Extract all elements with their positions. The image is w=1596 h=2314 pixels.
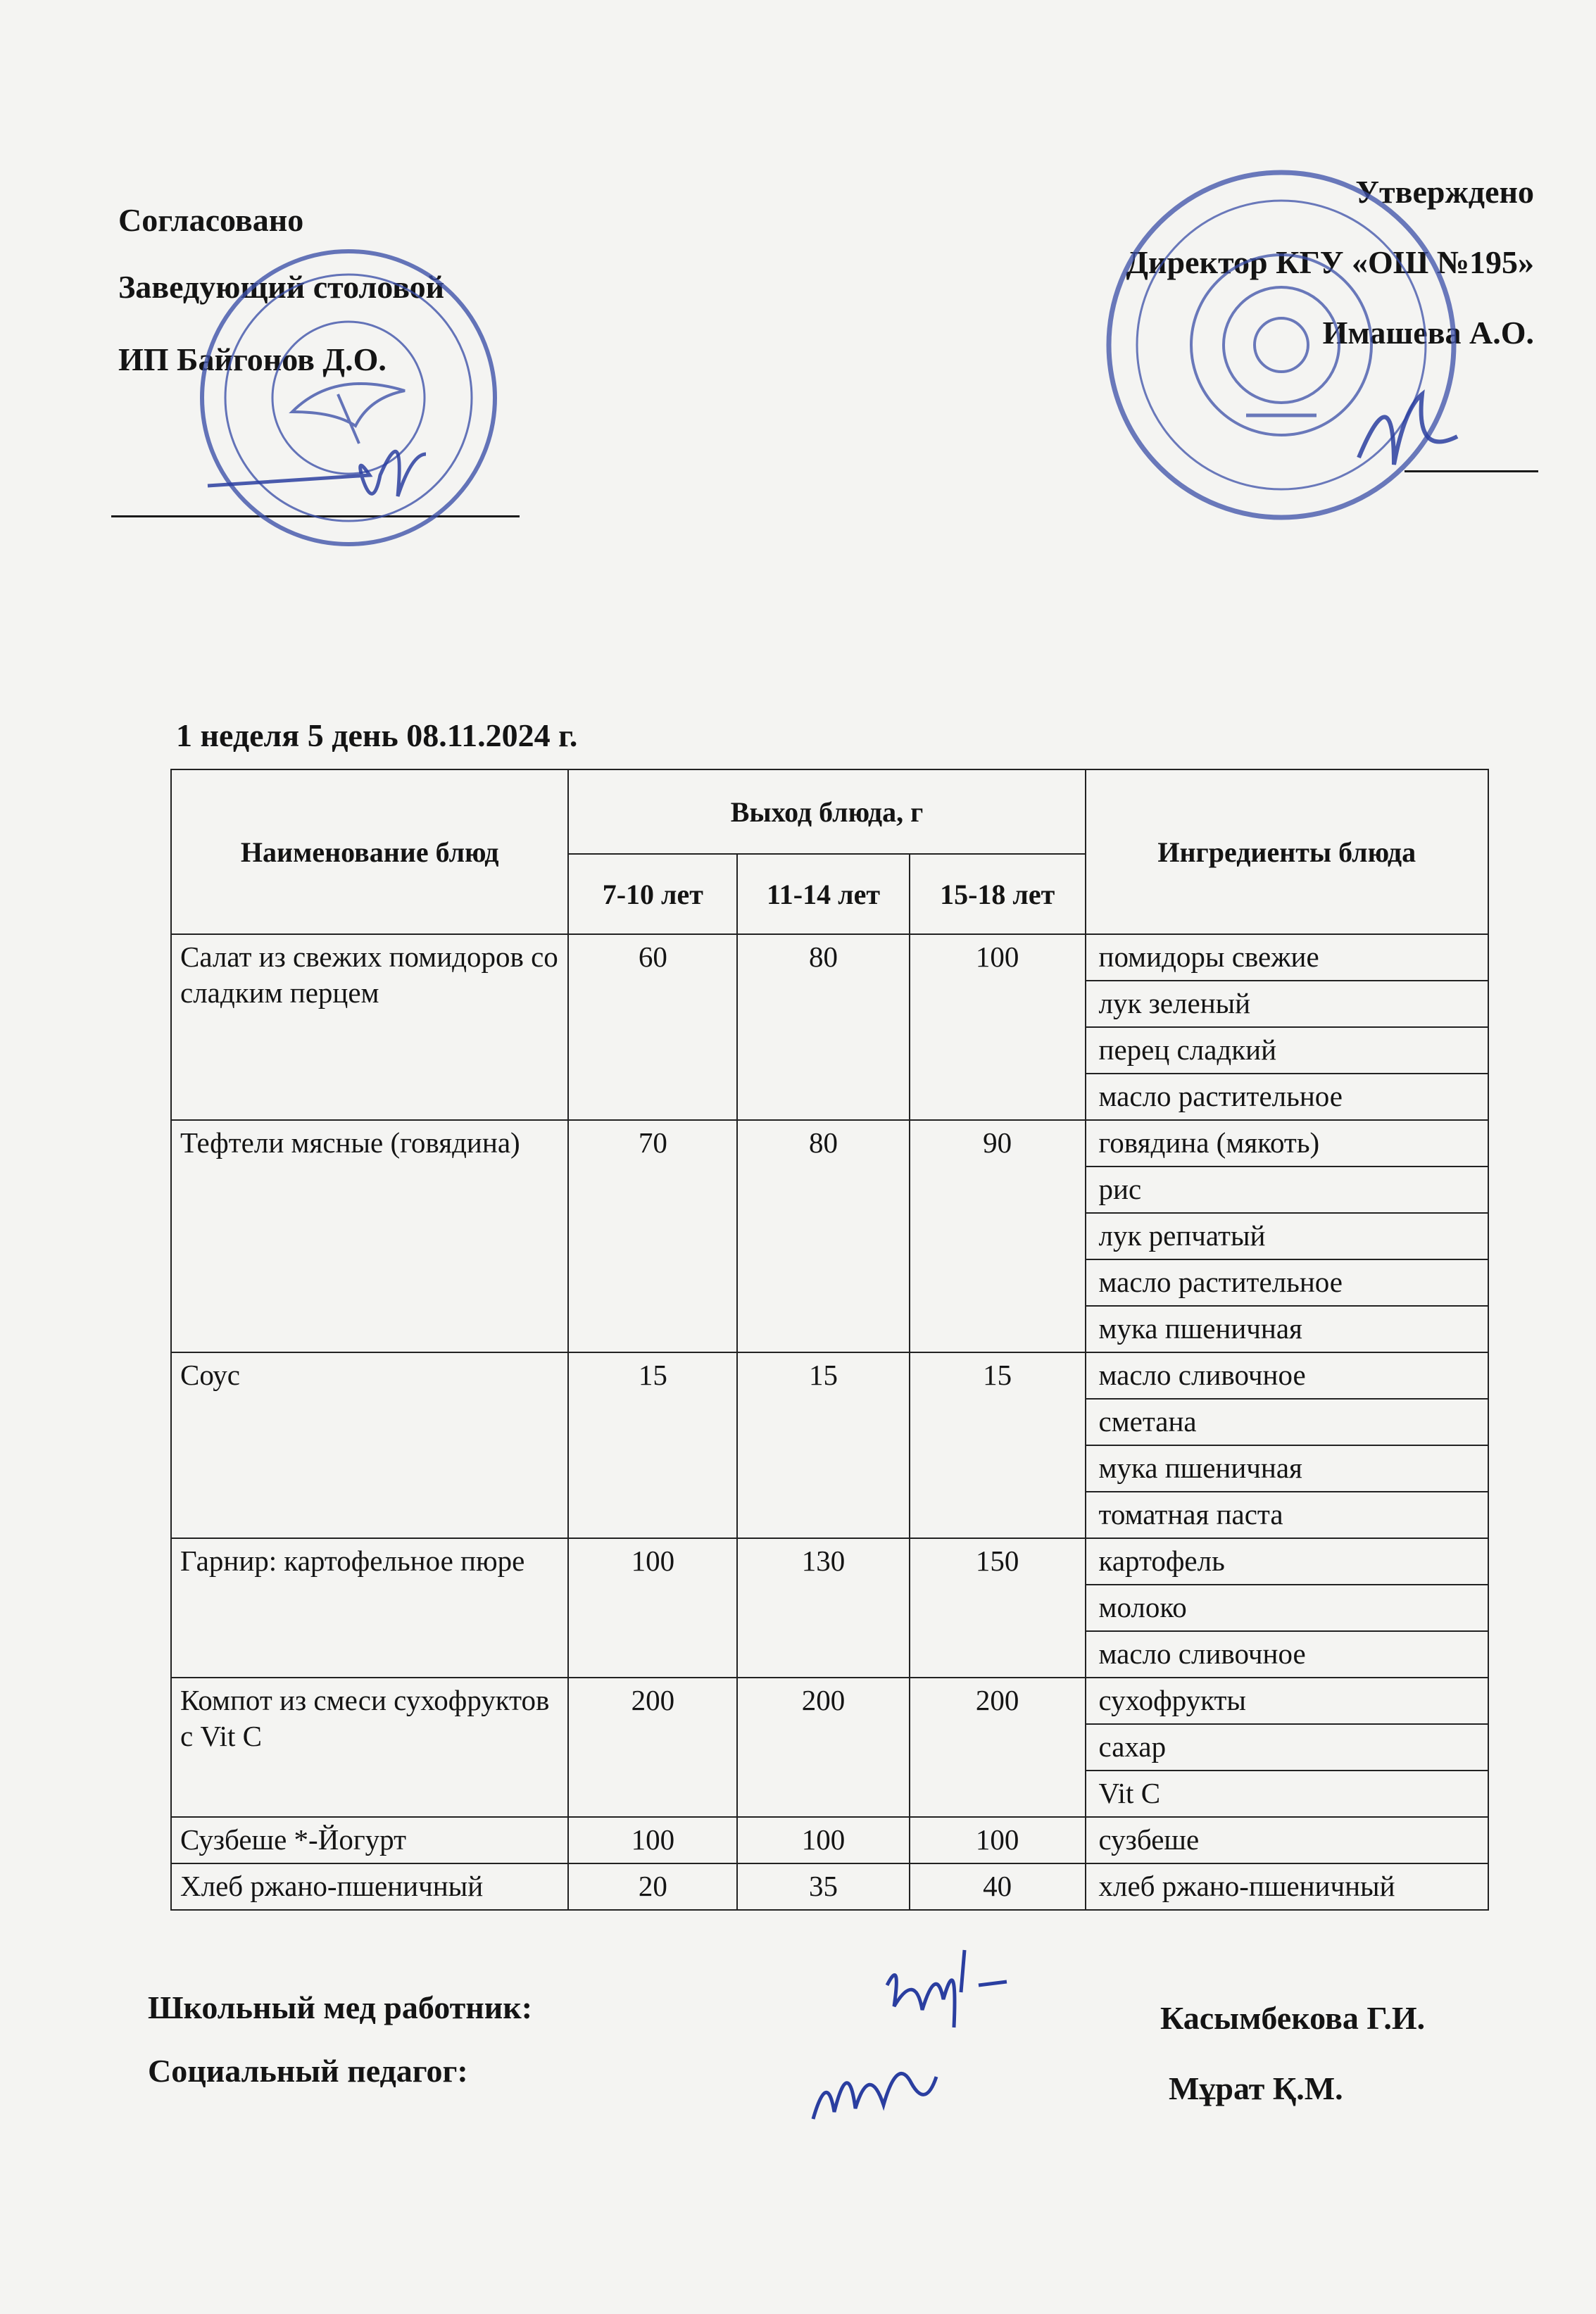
dish-name: Хлеб ржано-пшеничный [171, 1863, 568, 1910]
yield-15-18: 90 [910, 1120, 1086, 1352]
table-row [171, 1538, 1488, 1585]
yield-15-18: 100 [910, 934, 1086, 1120]
col-age-15-18: 15-18 лет [910, 854, 1086, 934]
dish-name: Соус [171, 1352, 568, 1538]
yield-15-18: 100 [910, 1817, 1086, 1863]
table-row [171, 1678, 1488, 1724]
table-row [171, 1352, 1488, 1399]
yield-11-14: 130 [737, 1538, 910, 1678]
med-worker-signature [873, 1943, 1014, 2049]
yield-15-18: 40 [910, 1863, 1086, 1910]
canteen-stamp [194, 243, 503, 553]
table-row [171, 1863, 1488, 1910]
dish-name: Компот из смеси сухофруктов с Vit C [171, 1678, 568, 1817]
table-row [171, 1817, 1488, 1863]
yield-15-18: 200 [910, 1678, 1086, 1817]
yield-7-10: 20 [568, 1863, 737, 1910]
dish-name: Сузбеше *-Йогурт [171, 1817, 568, 1863]
yield-15-18: 15 [910, 1352, 1086, 1538]
menu-title: 1 неделя 5 день 08.11.2024 г. [176, 717, 578, 753]
med-worker-name: Касымбекова Г.И. [1160, 2000, 1426, 2036]
yield-7-10: 70 [568, 1120, 737, 1352]
ingredient: сметана [1086, 1399, 1488, 1445]
ingredient: хлеб ржано-пшеничный [1086, 1863, 1488, 1910]
canteen-head-title: Заведующий столовой [118, 269, 445, 305]
ingredient: говядина (мякоть) [1086, 1120, 1488, 1167]
ingredient: сузбеше [1086, 1817, 1488, 1863]
col-age-7-10: 7-10 лет [568, 854, 737, 934]
col-age-11-14: 11-14 лет [737, 854, 910, 934]
canteen-head-name: ИП Байгонов Д.О. [118, 341, 387, 377]
ingredient: перец сладкий [1086, 1027, 1488, 1074]
ingredient: молоко [1086, 1585, 1488, 1631]
yield-7-10: 60 [568, 934, 737, 1120]
ingredient: сахар [1086, 1724, 1488, 1771]
director-name: Имашева А.О. [1322, 315, 1534, 351]
yield-11-14: 200 [737, 1678, 910, 1817]
ingredient: мука пшеничная [1086, 1445, 1488, 1492]
ingredient: масло растительное [1086, 1074, 1488, 1120]
approved-label: Утверждено [1355, 174, 1534, 210]
yield-11-14: 80 [737, 1120, 910, 1352]
ingredient: сухофрукты [1086, 1678, 1488, 1724]
dish-name: Тефтели мясные (говядина) [171, 1120, 568, 1352]
ingredient: масло сливочное [1086, 1631, 1488, 1678]
col-ingredients: Ингредиенты блюда [1086, 769, 1488, 934]
ingredient: Vit C [1086, 1771, 1488, 1817]
table-row [171, 934, 1488, 981]
yield-7-10: 200 [568, 1678, 737, 1817]
menu-table [170, 769, 1489, 1911]
yield-7-10: 100 [568, 1817, 737, 1863]
social-pedagogue-signature [806, 2042, 947, 2133]
social-pedagogue-name: Мұрат Қ.М. [1169, 2070, 1343, 2106]
school-stamp [1091, 162, 1485, 542]
yield-11-14: 15 [737, 1352, 910, 1538]
yield-11-14: 100 [737, 1817, 910, 1863]
ingredient: масло сливочное [1086, 1352, 1488, 1399]
ingredient: рис [1086, 1167, 1488, 1213]
ingredient: мука пшеничная [1086, 1306, 1488, 1352]
yield-15-18: 150 [910, 1538, 1086, 1678]
dish-name: Салат из свежих помидоров со сладким перцем [171, 934, 568, 1120]
table-row [171, 1120, 1488, 1167]
med-worker-label: Школьный мед работник: [148, 1989, 533, 2025]
yield-7-10: 15 [568, 1352, 737, 1538]
ingredient: томатная паста [1086, 1492, 1488, 1538]
ingredient: помидоры свежие [1086, 934, 1488, 981]
director-title: Директор КГУ «ОШ №195» [1126, 244, 1534, 280]
social-pedagogue-label: Социальный педагог: [148, 2053, 468, 2089]
dish-name: Гарнир: картофельное пюре [171, 1538, 568, 1678]
ingredient: масло растительное [1086, 1259, 1488, 1306]
col-dish-name: Наименование блюд [171, 769, 568, 934]
col-yield: Выход блюда, г [568, 769, 1085, 854]
ingredient: лук зеленый [1086, 981, 1488, 1027]
approval-label: Согласовано [118, 202, 304, 238]
yield-11-14: 80 [737, 934, 910, 1120]
ingredient: картофель [1086, 1538, 1488, 1585]
yield-7-10: 100 [568, 1538, 737, 1678]
yield-11-14: 35 [737, 1863, 910, 1910]
ingredient: лук репчатый [1086, 1213, 1488, 1259]
